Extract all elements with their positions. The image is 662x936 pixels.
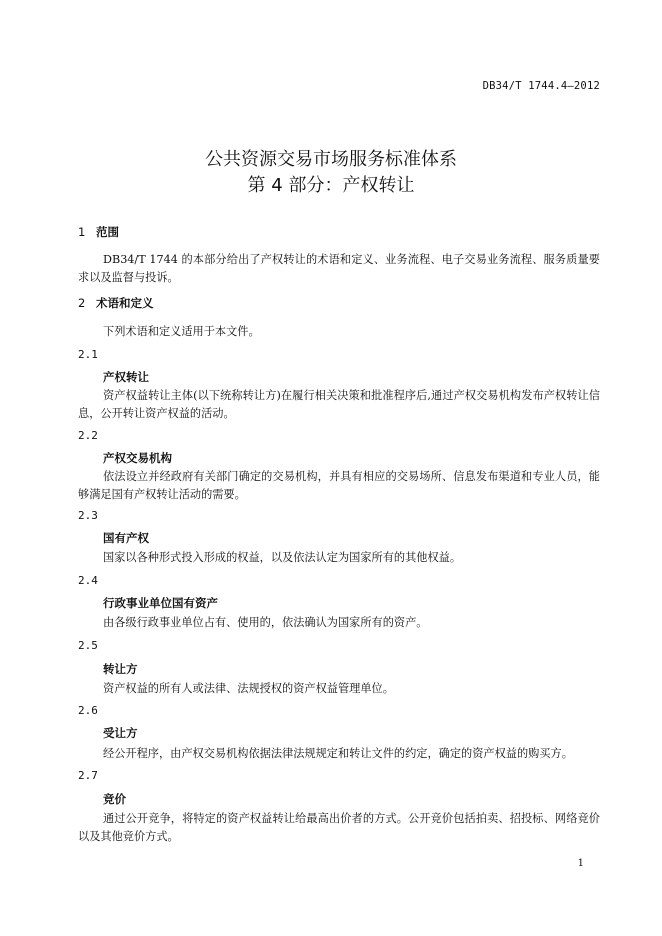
term-number: 2.1 (78, 348, 98, 361)
term-number: 2.4 (78, 574, 98, 587)
term-definition: 国家以各种形式投入形成的权益，以及依法认定为国家所有的其他权益。 (103, 551, 462, 564)
section-number: 2 (78, 296, 86, 310)
term-definition: 依法设立并经政府有关部门确定的交易机构，并具有相应的交易场所、信息发布渠道和专业人员，能够满足国有产权转让活动的需要。 (78, 470, 600, 501)
term-number: 2.3 (78, 509, 98, 522)
term-definition: 资产权益的所有人或法律、法规授权的资产权益管理单位。 (103, 682, 394, 695)
term-definition: 通过公开竞争，将特定的资产权益转让给最高出价者的方式。公开竞价包括拍卖、招投标、网络竞价以及其他竞价方式。 (78, 812, 600, 843)
term-title: 受让方 (103, 726, 138, 740)
document-subtitle: 第 4 部分：产权转让 (247, 175, 415, 196)
section-1-paragraph: DB34/T 1744 的本部分给出了产权转让的术语和定义、业务流程、电子交易业务流程、服务质量要求以及监督与投诉。 (78, 253, 600, 284)
term-title: 产权交易机构 (103, 451, 172, 465)
section-2-paragraph: 下列术语和定义适用于本文件。 (103, 325, 260, 338)
term-title: 国有产权 (103, 531, 149, 545)
term-title: 竞价 (103, 792, 126, 806)
page-number: 1 (577, 858, 584, 869)
document-title: 公共资源交易市场服务标准体系 (205, 149, 457, 170)
section-title: 范围 (96, 225, 119, 239)
term-number: 2.6 (78, 704, 98, 717)
term-number: 2.7 (78, 769, 98, 782)
term-number: 2.2 (78, 429, 98, 442)
term-number: 2.5 (78, 639, 98, 652)
section-title: 术语和定义 (96, 296, 154, 310)
term-definition: 资产权益转让主体(以下统称转让方)在履行相关决策和批准程序后,通过产权交易机构发布产权转让信息，公开转让资产权益的活动。 (78, 389, 600, 420)
section-2-heading (78, 295, 154, 311)
section-number: 1 (78, 225, 86, 239)
section-1-heading (78, 224, 119, 240)
term-title: 行政事业单位国有资产 (103, 596, 218, 610)
term-definition: 经公开程序，由产权交易机构依据法律法规规定和转让文件的约定，确定的资产权益的购买方。 (103, 747, 573, 760)
term-title: 产权转让 (103, 370, 149, 384)
term-definition: 由各级行政事业单位占有、使用的，依法确认为国家所有的资产。 (103, 616, 428, 629)
term-title: 转让方 (103, 662, 138, 676)
standard-number: DB34/T 1744.4—2012 (482, 80, 600, 92)
